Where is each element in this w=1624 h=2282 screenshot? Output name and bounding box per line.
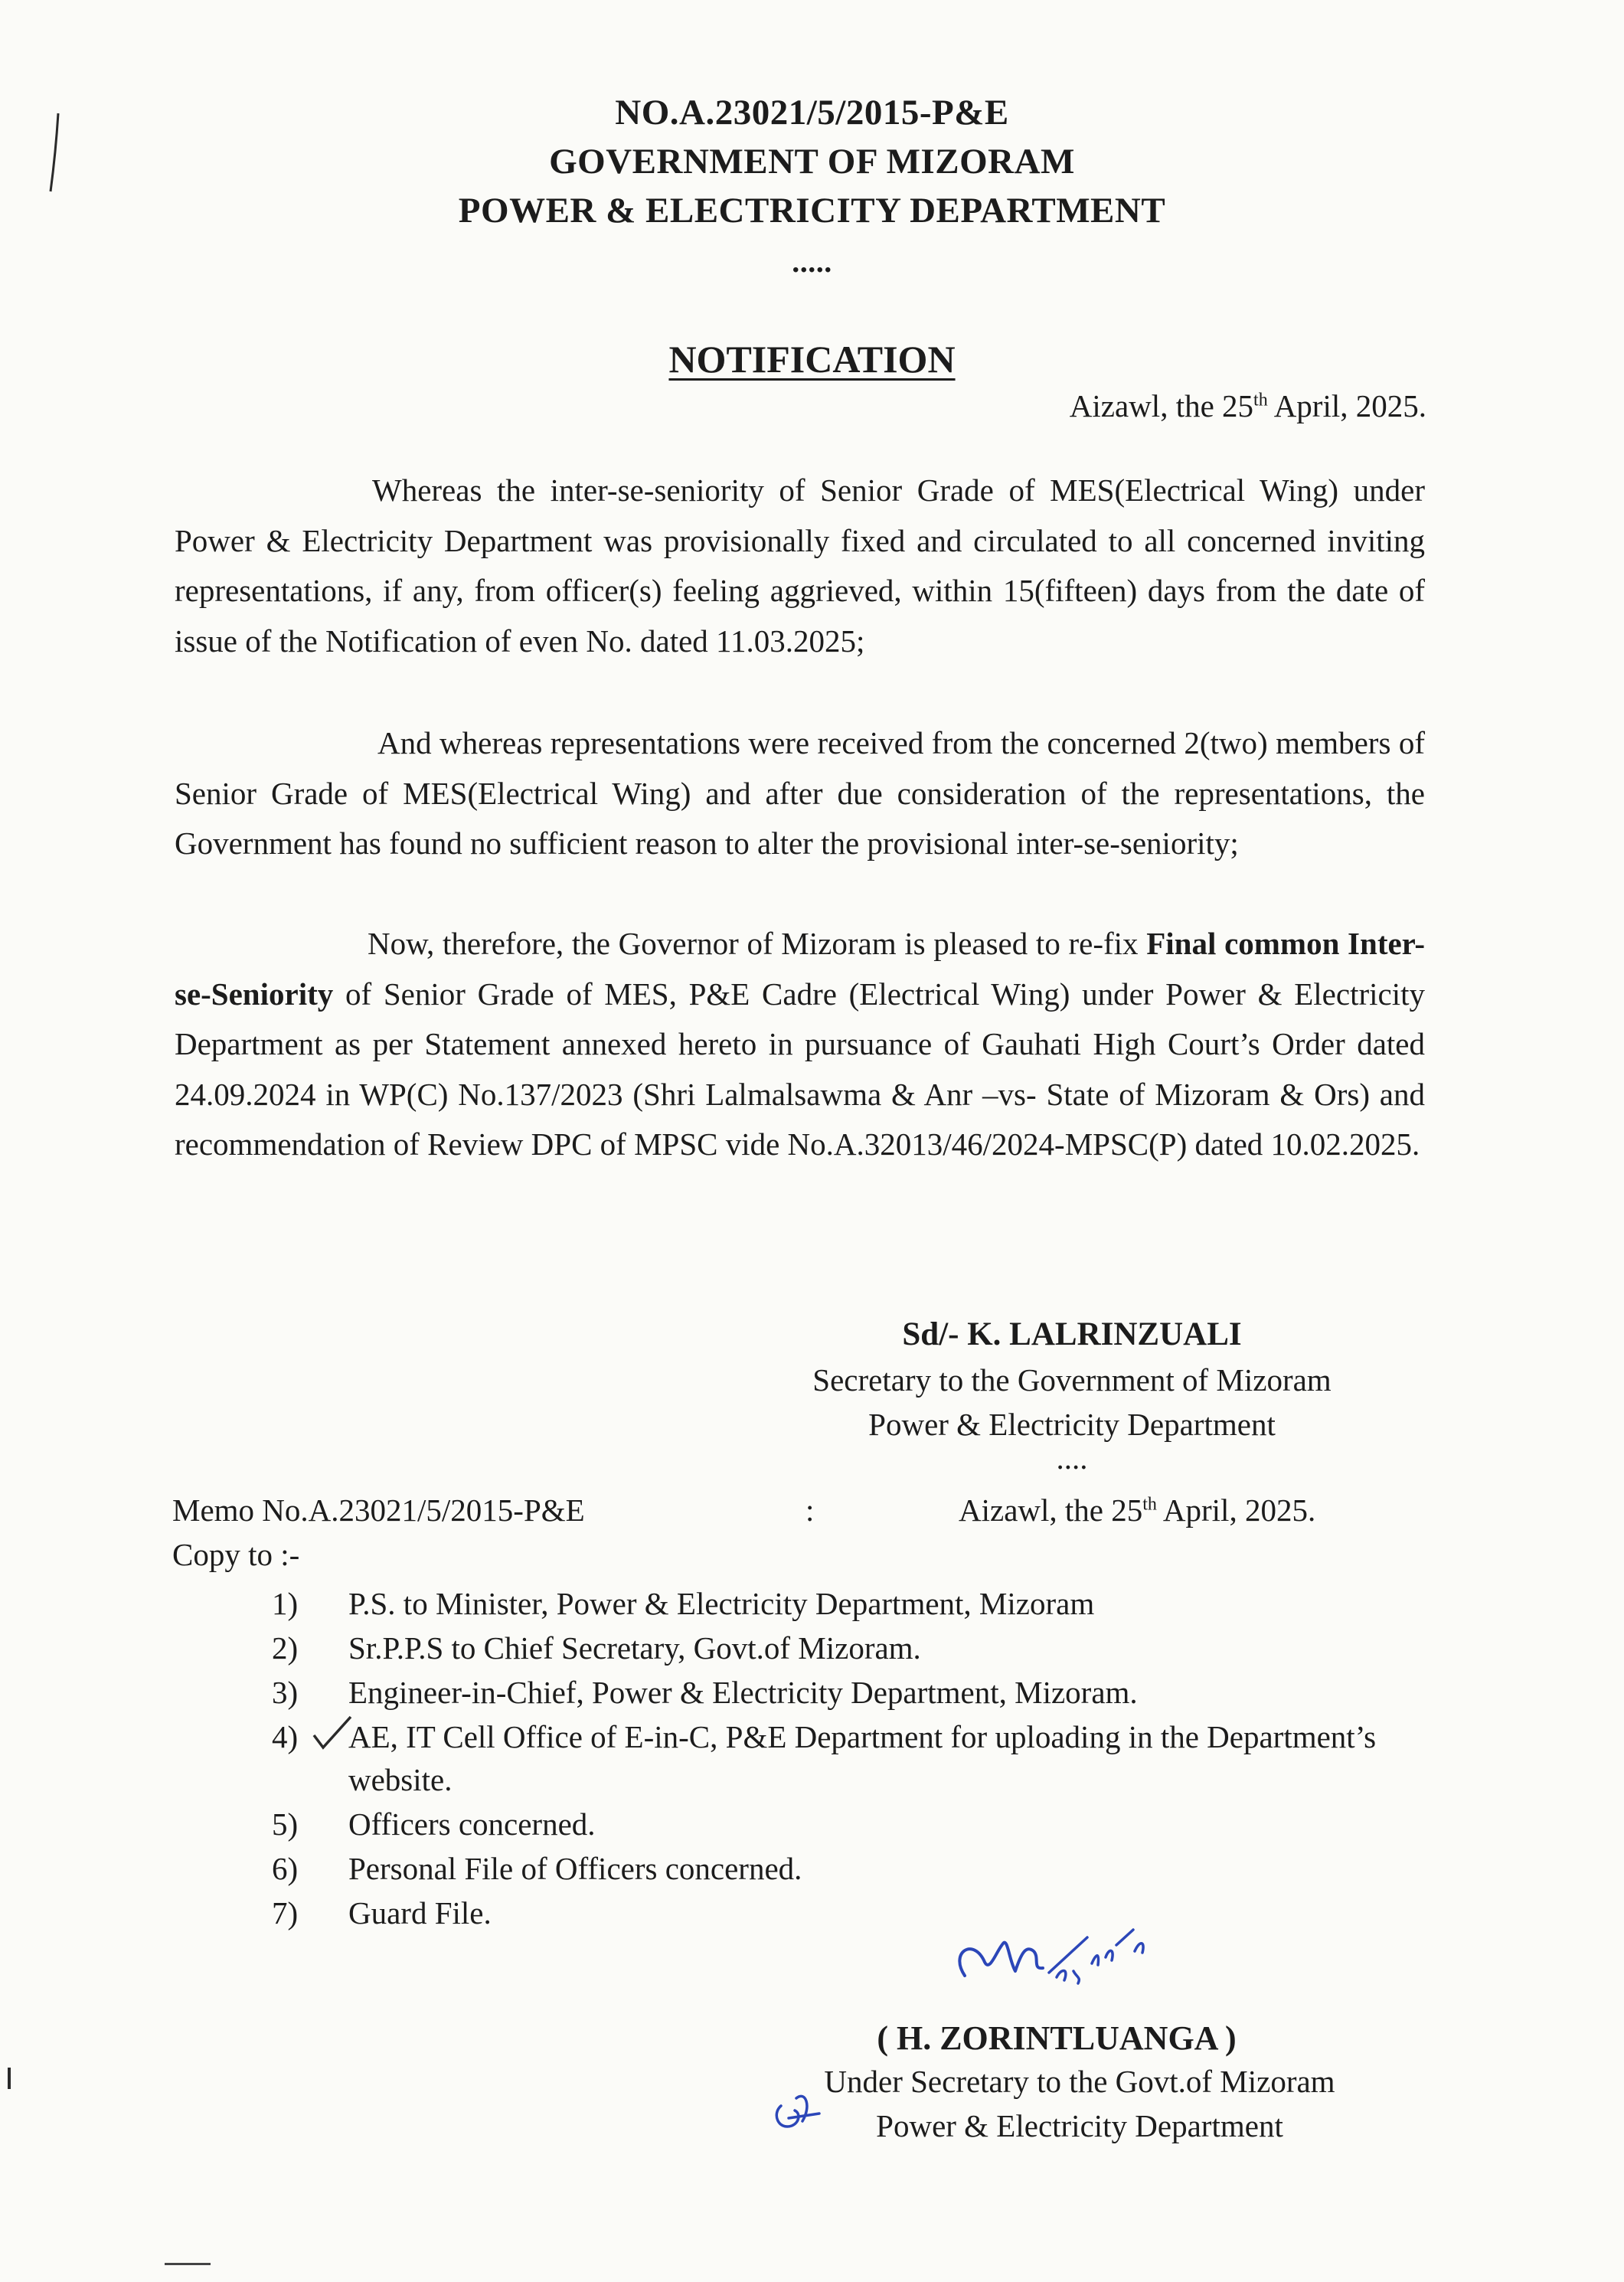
signatory-under-secretary-department: Power & Electricity Department — [876, 2108, 1283, 2143]
notification-date: Aizawl, the 25th April, 2025. — [1069, 388, 1426, 423]
copy-to-label: Copy to :- — [172, 1537, 300, 1572]
signatory-separator: .... — [1056, 1440, 1088, 1476]
memo-date: Aizawl, the 25th April, 2025. — [959, 1492, 1316, 1528]
memo-colon: : — [805, 1492, 815, 1528]
signatory-secretary-designation: Secretary to the Government of Mizoram — [812, 1362, 1332, 1398]
check-mark-icon — [309, 1712, 355, 1755]
margin-speck — [8, 2068, 11, 2089]
margin-speck — [165, 2263, 211, 2265]
paragraph-whereas: Whereas the inter-se-seniority of Senior Grade of MES(Electrical Wing) under Power & Electricity Department was provisionally fixed and circulated to all concerned inviting representations, if any, from officer(s) feeling aggrieved, within 15(fifteen) days from the date of issue of the Notification of even No. dated 11.03.2025; — [175, 472, 1425, 659]
paragraph-now-therefore: Now, therefore, the Governor of Mizoram is pleased to re-fix Final common Inter-se-Seniority of Senior Grade of MES, P&E Cadre (Electrical Wing) under Power & Electricity Department as per Statement annexed hereto in pursuance of Gauhati High Court’s Order dated 24.09.2024 in WP(C) No.137/2023 (Shri Lalmalsawma & Anr –vs- State of Mizoram & Ors) and recommendation of Review DPC of MPSC vide No.A.32013/46/2024-MPSC(P) dated 10.02.2025. — [175, 926, 1425, 1162]
signatory-secretary-department: Power & Electricity Department — [868, 1407, 1276, 1442]
memo-number: Memo No.A.23021/5/2015-P&E — [172, 1492, 585, 1528]
government-name: GOVERNMENT OF MIZORAM — [549, 142, 1075, 181]
margin-pen-mark — [40, 107, 70, 199]
department-name: POWER & ELECTRICITY DEPARTMENT — [458, 191, 1166, 230]
final-seniority-bold: Final common Inter-se-Seniority — [175, 926, 1425, 1012]
ink-scribble-mark — [766, 2083, 835, 2144]
header-separator: ..... — [792, 244, 832, 279]
paragraph-and-whereas: And whereas representations were received from the concerned 2(two) members of Senior Grade of MES(Electrical Wing) and after due consideration of the representations, the Government has found no sufficient reason to alter the provisional inter-se-seniority; — [175, 725, 1425, 861]
signatory-under-secretary-designation: Under Secretary to the Govt.of Mizoram — [824, 2064, 1335, 2099]
notification-title: NOTIFICATION — [668, 338, 956, 381]
handwritten-initials-signature — [942, 1907, 1187, 2014]
signatory-secretary-name: Sd/- K. LALRINZUALI — [902, 1316, 1242, 1352]
signatory-under-secretary-name: ( H. ZORINTLUANGA ) — [877, 2019, 1237, 2057]
file-number: NO.A.23021/5/2015-P&E — [615, 93, 1009, 132]
